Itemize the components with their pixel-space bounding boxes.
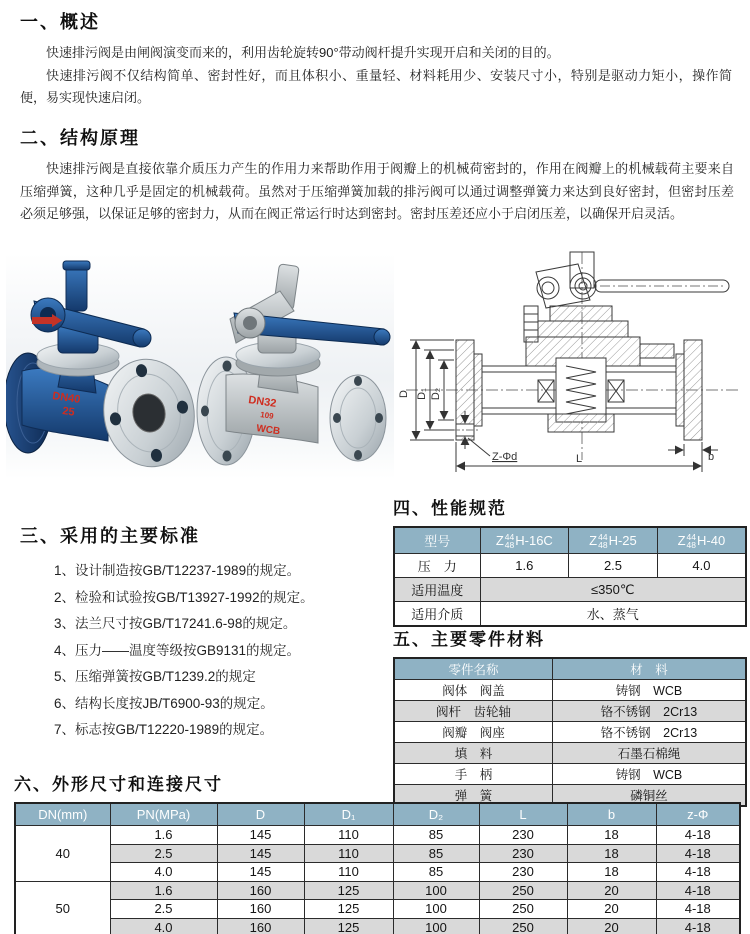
cell: DN(mm) <box>15 803 110 826</box>
cell: 160 <box>217 881 304 900</box>
cell: 铬不锈钢 2Cr13 <box>552 722 746 743</box>
cell: 145 <box>217 844 304 863</box>
section-title-standards: 三、采用的主要标准 <box>20 526 200 546</box>
blue-valve-stem-cap <box>63 261 90 270</box>
cell: 100 <box>393 900 479 919</box>
standard-item: 3、法兰尺寸按GB/T17241.6-98的规定。 <box>54 616 297 631</box>
svg-text:25: 25 <box>61 405 76 419</box>
cell: 4-18 <box>656 826 740 845</box>
svg-text:DN32: DN32 <box>247 394 278 410</box>
cell: 2.5 <box>110 900 217 919</box>
drawing-lever-bracket <box>536 264 590 308</box>
overview-paragraph-1: 快速排污阀是由闸阀演变而来的，利用齿轮旋转90°带动阀杆提升实现开启和关闭的目的。 <box>46 45 560 60</box>
standard-item: 2、检验和试验按GB/T13927-1992的规定。 <box>54 589 314 605</box>
cell: 阀体 阀盖 <box>394 680 552 701</box>
section-performance <box>393 494 747 627</box>
cell: 100 <box>393 918 479 934</box>
cell: 125 <box>304 881 393 900</box>
drawing-label-b: b <box>708 451 715 463</box>
cell: 250 <box>479 900 567 919</box>
cell: 145 <box>217 826 304 845</box>
cell: 18 <box>567 826 656 845</box>
pressure-row <box>394 554 746 578</box>
performance-header-row <box>394 527 746 554</box>
product-photos <box>6 253 394 479</box>
grey-valve-right-flange <box>330 375 386 461</box>
cell: D₁ <box>304 803 393 826</box>
cell: 20 <box>567 918 656 934</box>
cell: 4.0 <box>110 918 217 934</box>
cell: PN(MPa) <box>110 803 217 826</box>
cell: 弹 簧 <box>394 785 552 807</box>
cell: D <box>217 803 304 826</box>
valve-photo-grey <box>196 253 394 479</box>
section-title-overview: 一、概述 <box>20 12 100 32</box>
cell: D₂ <box>393 803 479 826</box>
section-title-performance: 四、性能规范 <box>393 499 507 518</box>
standard-item: 7、标志按GB/T12220-1989的规定。 <box>54 722 274 737</box>
dimensions-header-row <box>15 803 740 826</box>
svg-text:109: 109 <box>259 410 275 421</box>
cell-model-header: 型号 <box>394 527 480 554</box>
structure-paragraph: 快速排污阀是直接依靠介质压力产生的作用力来帮助作用于阀瓣上的机械荷密封的，作用在阀瓣上的机械载荷主要来自压缩弹簧，这种几乎是固定的机械载荷。虽然对于压缩弹簧加载的排污阀可以通过调整弹簧力来达到良好密封，但密封压差必须足够强，以保证足够的密封力，从而在阀正常运行时达到密封。密封压差还应小于启闭压差，以确保开启灵活。 <box>20 161 734 221</box>
drawing-bonnet-mid <box>538 321 628 337</box>
cell: 铸钢 WCB <box>552 764 746 785</box>
material-row <box>394 743 746 764</box>
cell: 阀瓣 阀座 <box>394 722 552 743</box>
temperature-row <box>394 578 746 602</box>
standard-item: 4、压力——温度等级按GB9131的规定。 <box>54 642 301 658</box>
dimension-row <box>15 844 740 863</box>
section-title-structure: 二、结构原理 <box>20 128 140 148</box>
section-overview <box>20 8 732 110</box>
cell: 18 <box>567 863 656 882</box>
cell: 4.0 <box>110 863 217 882</box>
cell: 230 <box>479 863 567 882</box>
cell: 磷铜丝 <box>552 785 746 807</box>
cell: 零件名称 <box>394 658 552 680</box>
cell: 110 <box>304 826 393 845</box>
medium-row <box>394 602 746 627</box>
drawing-label-L: L <box>576 453 583 465</box>
cell: 85 <box>393 826 479 845</box>
dimension-row <box>15 881 740 900</box>
cell: 阀杆 齿轮轴 <box>394 701 552 722</box>
drawing-label-D2: D₂ <box>430 387 442 401</box>
cell: L <box>479 803 567 826</box>
material-row <box>394 701 746 722</box>
section-title-materials: 五、主要零件材料 <box>393 630 545 649</box>
cell: 4-18 <box>656 881 740 900</box>
valve-photo-blue <box>6 253 196 479</box>
cell: 材 料 <box>552 658 746 680</box>
blue-valve-stem <box>66 265 87 311</box>
performance-table <box>393 526 747 627</box>
cell: 85 <box>393 863 479 882</box>
cell: 160 <box>217 900 304 919</box>
cell: 250 <box>479 918 567 934</box>
cell: 4-18 <box>656 844 740 863</box>
cell: 250 <box>479 881 567 900</box>
drawing-label-Z: Z-Φd <box>492 451 518 463</box>
cell: 125 <box>304 918 393 934</box>
cell: 石墨石棉绳 <box>552 743 746 764</box>
overview-paragraph-2: 快速排污阀不仅结构简单、密封性好，而且体积小、重量轻、材料耗用少、安装尺寸小，特别是驱动力矩小，操作简便，易实现快速启闭。 <box>20 67 732 105</box>
technical-drawing <box>398 248 748 482</box>
cell: 20 <box>567 900 656 919</box>
cell: ≤350℃ <box>480 578 746 602</box>
cell: 压 力 <box>394 554 480 578</box>
drawing-bonnet-top <box>550 306 612 321</box>
cell: 4-18 <box>656 863 740 882</box>
section-standards <box>20 522 388 744</box>
cell: 手 柄 <box>394 764 552 785</box>
cell: 适用温度 <box>394 578 480 602</box>
section-title-dimensions: 六、外形尺寸和连接尺寸 <box>14 775 223 794</box>
svg-text:DN40: DN40 <box>51 390 82 406</box>
section-dimensions <box>14 770 741 934</box>
cell: 2.5 <box>569 554 658 578</box>
materials-header-row <box>394 658 746 680</box>
drawing-bottom-boss <box>548 414 614 432</box>
cell: 1.6 <box>110 826 217 845</box>
grey-valve-lever-tip <box>374 329 390 345</box>
dimensions-table <box>14 802 741 934</box>
cell: 1.6 <box>480 554 569 578</box>
cell: 4-18 <box>656 900 740 919</box>
standard-item: 6、结构长度按JB/T6900-93的规定。 <box>54 695 274 711</box>
drawing-label-D1: D₁ <box>416 388 428 400</box>
section-structure-principle <box>20 124 734 226</box>
cell: z-Φ <box>656 803 740 826</box>
cell: 适用介质 <box>394 602 480 627</box>
cell-dn-50: 50 <box>15 881 110 934</box>
drawing-lever-boss <box>570 273 596 299</box>
cell: 145 <box>217 863 304 882</box>
cell-model-1: Z 44 48 H-16C <box>480 527 569 554</box>
drawing-label-D: D <box>398 390 410 398</box>
dimension-row <box>15 900 740 919</box>
drawing-cartridge <box>556 358 606 422</box>
standard-item: 1、设计制造按GB/T12237-1989的规定。 <box>54 563 301 578</box>
material-row <box>394 722 746 743</box>
cell: 1.6 <box>110 881 217 900</box>
cell: 100 <box>393 881 479 900</box>
cell: 铸钢 WCB <box>552 680 746 701</box>
cell: 230 <box>479 844 567 863</box>
dimension-row <box>15 863 740 882</box>
cell: 4.0 <box>657 554 746 578</box>
dimension-row <box>15 826 740 845</box>
cell: 230 <box>479 826 567 845</box>
cell: 2.5 <box>110 844 217 863</box>
cell: b <box>567 803 656 826</box>
cell: 160 <box>217 918 304 934</box>
blue-valve-lever-tip <box>133 329 151 347</box>
drawing-bonnet-ear <box>640 344 674 358</box>
cell-model-3: Z 44 48 H-40 <box>657 527 746 554</box>
cell: 4-18 <box>656 918 740 934</box>
material-row <box>394 680 746 701</box>
cell-dn-40: 40 <box>15 826 110 882</box>
cell: 20 <box>567 881 656 900</box>
grey-valve-hub-bolt <box>243 316 257 330</box>
cell: 铬不锈钢 2Cr13 <box>552 701 746 722</box>
cell-model-2: Z 44 48 H-25 <box>569 527 658 554</box>
cell: 110 <box>304 844 393 863</box>
cell: 18 <box>567 844 656 863</box>
dimension-row <box>15 918 740 934</box>
cell: 110 <box>304 863 393 882</box>
standard-item: 5、压缩弹簧按GB/T1239.2的规定 <box>54 669 256 684</box>
cell: 填 料 <box>394 743 552 764</box>
cell: 85 <box>393 844 479 863</box>
cell: 125 <box>304 900 393 919</box>
cell: 水、蒸气 <box>480 602 746 627</box>
drawing-right-flange <box>684 340 702 440</box>
svg-text:WCB: WCB <box>255 423 281 438</box>
